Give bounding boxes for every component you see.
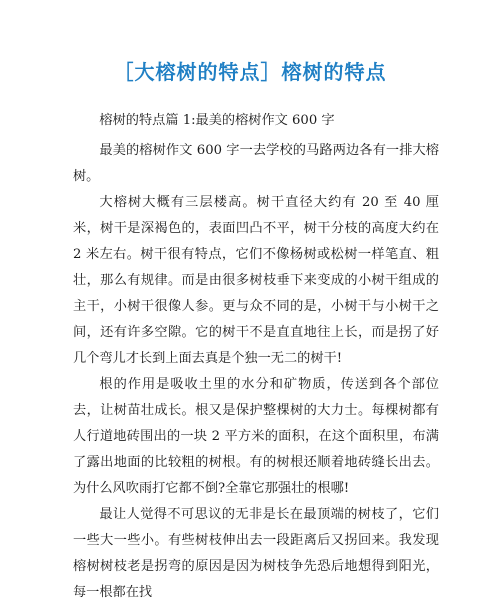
paragraph-subtitle: 榕树的特点篇 1:最美的榕树作文 600 字	[99, 113, 335, 128]
paragraph-roots: 根的作用是吸收土里的水分和矿物质，传送到各个部位去，让树苗壮成长。根又是保护整棵树的大力士。每棵树都有人行道地砖围出的一块 2 平方米的面积，在这个面积里，布满了露出地面的比较粗的树根。有的树根还顺着地砖缝长出去。为什么风吹雨打它都不倒?全靠它那强壮的根哪!	[73, 377, 439, 496]
paragraph-intro: 最美的榕树作文 600 字一去学校的马路两边各有一排大榕树。	[73, 143, 439, 184]
paragraph-trunk: 大榕树大概有三层楼高。树干直径大约有 20 至 40 厘米，树干是深褐色的，表面凹凸不平，树干分枝的高度大约在 2 米左右。树干很有特点，它们不像杨树或松树一样笔直、粗壮，那么有规律。而是由很多树枝垂下来变成的小树干组成的主干，小树干很像人参。更与众不同的是，小树干与小树干之间，还有许多空隙。它的树干不是直直地往上长，而是拐了好几个弯儿才长到上面去真是个独一无二的树干!	[73, 195, 439, 366]
document-title: ［大榕树的特点］榕树的特点	[113, 60, 387, 84]
document-body	[73, 108, 439, 606]
paragraph-branches: 最让人觉得不可思议的无非是长在最顶端的树枝了，它们一些大一些小。有些树枝伸出去一段距离后又拐回来。我发现榕树树枝老是拐弯的原因是因为树枝争先恐后地想得到阳光，每一根都在找	[73, 507, 439, 600]
